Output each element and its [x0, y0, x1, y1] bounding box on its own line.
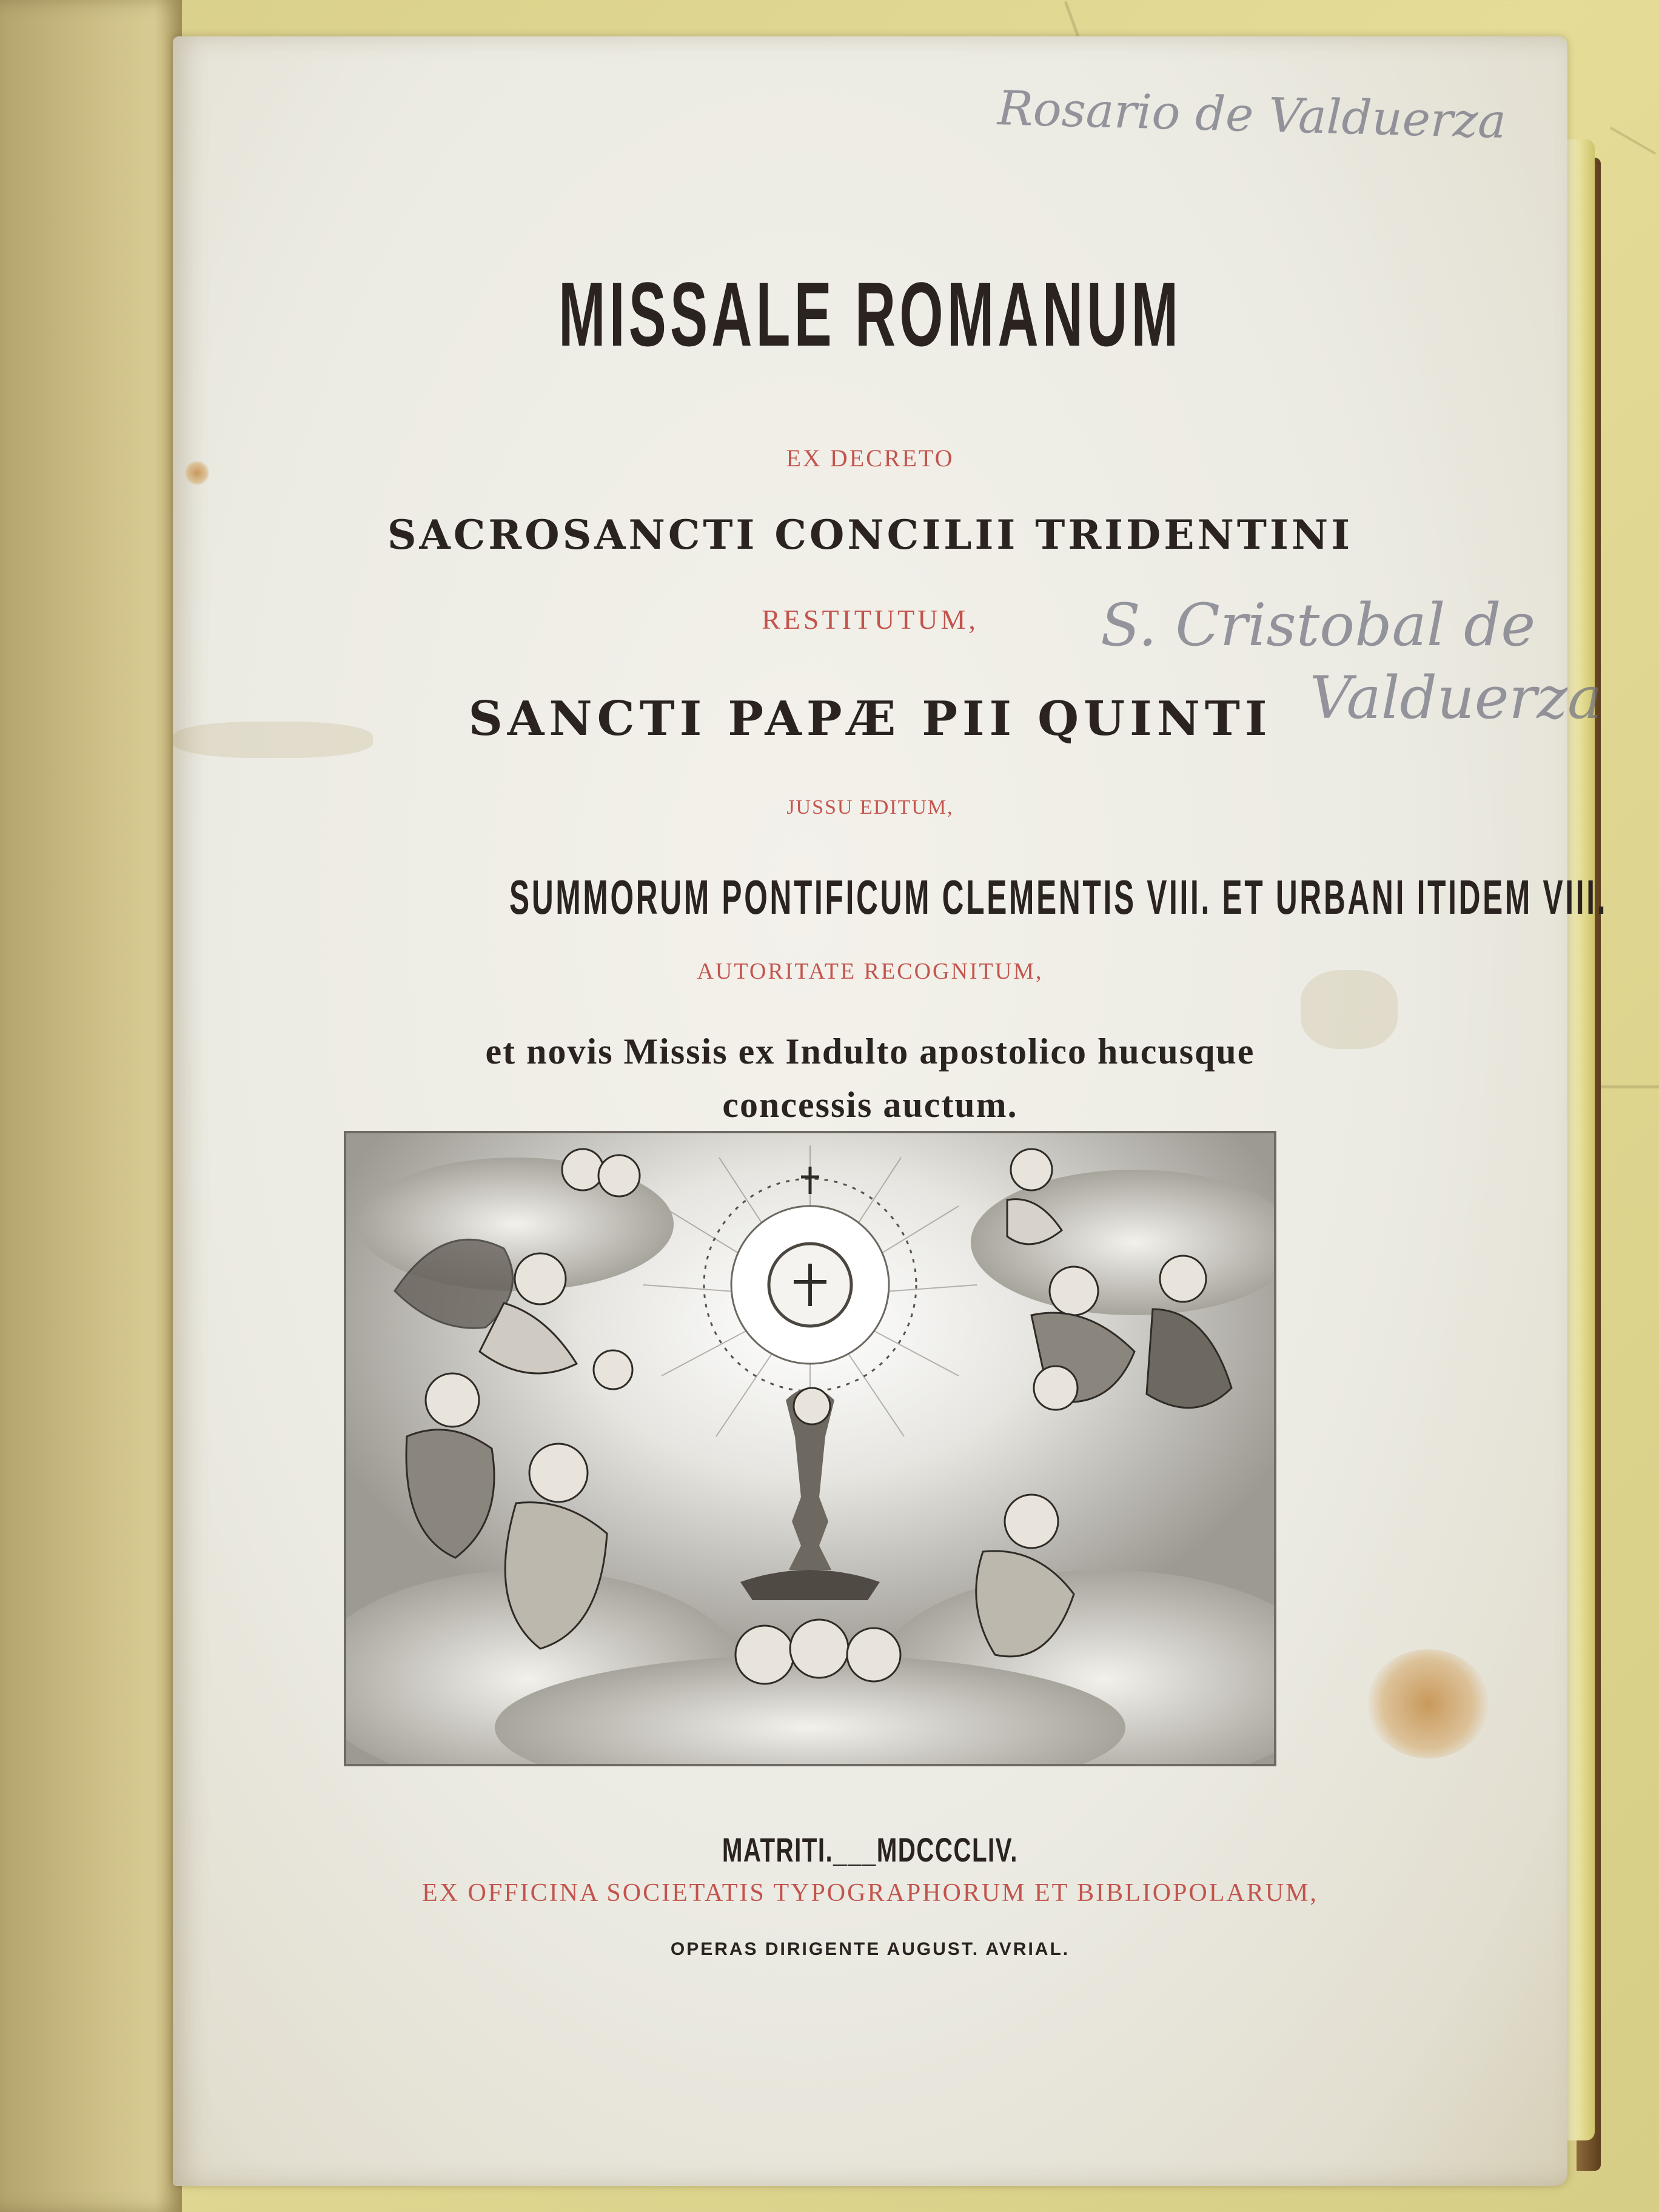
title-line: [173, 262, 1567, 367]
handwritten-location-note-continued: Valduerza: [1310, 664, 1603, 732]
title-page: [173, 36, 1608, 2186]
autoritate-line: AUTORITATE RECOGNITUM,: [697, 959, 1044, 984]
floor-tile-seam: [1610, 127, 1656, 155]
imprint-printer: EX OFFICINA SOCIETATIS TYPOGRAPHORUM ET BIBLIOPOLARUM,: [422, 1879, 1318, 1907]
ex-decreto-line: EX DECRETO: [786, 444, 954, 472]
council-line: SACROSANCTI CONCILII TRIDENTINI: [387, 511, 1353, 558]
book-title: MISSALE ROMANUM: [558, 263, 1182, 365]
foxing-stain: [1367, 1649, 1489, 1758]
pope-line: SANCTI PAPÆ PII QUINTI: [468, 691, 1272, 746]
handwritten-location-note: S. Cristobal de: [1101, 591, 1536, 659]
summorum-line: [173, 870, 1608, 925]
imprint-place-date: [173, 1830, 1567, 1869]
summorum-text: SUMMORUM PONTIFICUM CLEMENTIS VIII. ET URBANI ITIDEM VIII.: [509, 870, 1608, 924]
novis-missis-line: et novis Missis ex Indulto apostolico hucusque: [485, 1031, 1255, 1071]
engraving-illustration: [344, 1131, 1276, 1766]
monstrance-engraving: [346, 1133, 1274, 1764]
place-date-text: MATRITI.___MDCCCLIV.: [722, 1831, 1019, 1869]
imprint-director: OPERAS DIRIGENTE AUGUST. AVRIAL.: [670, 1939, 1070, 1959]
concessis-line: concessis auctum.: [722, 1085, 1018, 1125]
jussu-editum-line: JUSSU EDITUM,: [786, 796, 954, 819]
facing-flyleaf: [0, 0, 182, 2212]
handwritten-ownership-note: Rosario de Valduerza: [996, 81, 1507, 149]
restitutum-line: RESTITUTUM,: [762, 604, 979, 635]
